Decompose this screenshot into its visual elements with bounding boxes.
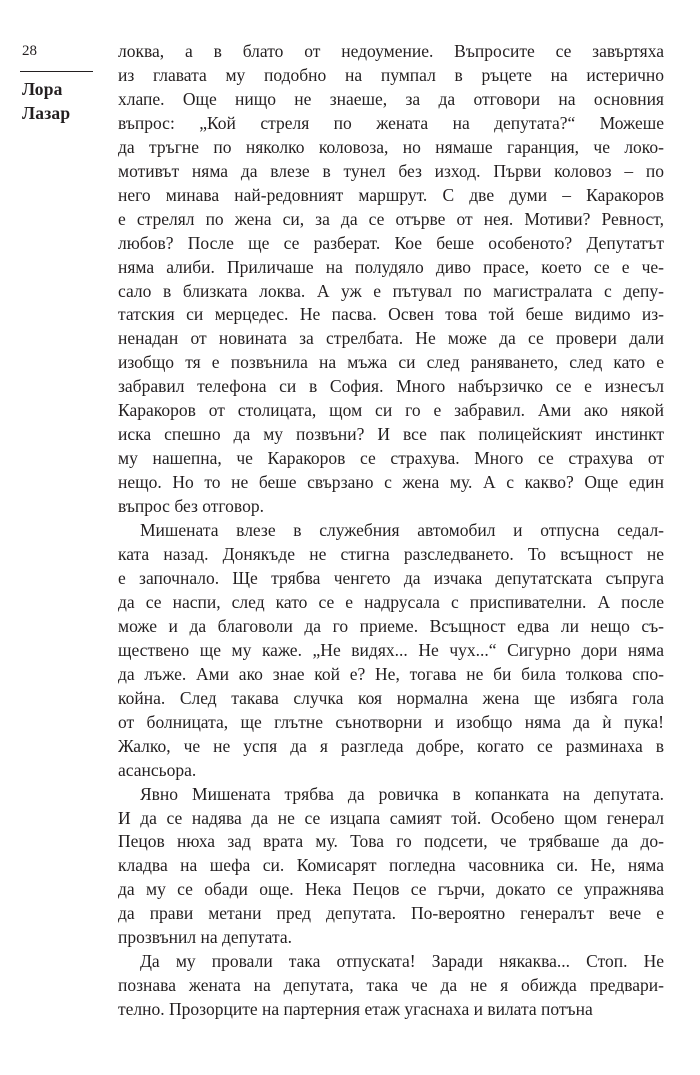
paragraph [118, 40, 664, 519]
text-line: да тръгне по няколко коловоза, но нямаше гаранция, че локо- [118, 136, 664, 157]
text-line: любов? После ще се разберат. Кое беше особеното? Депутатът [118, 232, 664, 253]
text-line: да лъже. Ами ако знае кой е? Не, тогава не би била толкова спо- [118, 663, 664, 684]
paragraph [118, 950, 664, 1022]
paragraph [118, 519, 664, 782]
text-line: няма алиби. Приличаше на полудяло диво прасе, което се е че- [118, 256, 664, 277]
text-line: му нашепна, че Каракоров се страхува. Много се страхува от [118, 448, 664, 469]
author-name [22, 77, 112, 125]
text-line: Пецов нюха зад врата му. Това го подсети, че трябваше да до- [118, 831, 664, 852]
text-line: Явно Мишената трябва да ровичка в копанката на депутата. [140, 783, 664, 804]
text-line: ненадан от новината за стрелбата. Не може да се провери дали [118, 328, 664, 349]
text-line: него минава най-редовният маршрут. С две думи – Каракоров [118, 184, 664, 205]
author-last-name: Лазар [22, 103, 71, 123]
text-line: локва, а в блато от недоумение. Въпросите се завъртяха [118, 41, 664, 61]
paragraph [118, 783, 664, 951]
text-line: въпрос без отговор. [118, 496, 264, 517]
header-rule [20, 71, 93, 72]
text-line: изобщо тя е позвънила на мъжа си след раняването, след като е [118, 352, 664, 373]
text-line: да прави метани пред депутата. По-вероятно генералът вече е [118, 903, 664, 924]
text-line: е започнало. Ще трябва ченгето да изчака депутатската съпруга [118, 567, 664, 588]
text-line: е стрелял по жена си, за да се отърве от нея. Мотиви? Ревност, [118, 208, 664, 229]
text-line: ката назад. Донякъде не стигна разследването. То всъщност не [118, 544, 664, 565]
text-line: из главата му подобно на пумпал в ръцете на истерично [118, 64, 664, 85]
text-line: прозвънил на депутата. [118, 927, 292, 948]
text-line: може и да благоволи да го приеме. Всъщност едва ли нещо съ- [118, 615, 664, 636]
text-line: хлапе. Още нищо не знаеше, за да отговори на основния [118, 88, 664, 109]
text-line: сало в близката локва. А уж е пътувал по магистралата с депу- [118, 280, 664, 301]
text-line: мотивът няма да влезе в тунел без изход. Първи коловоз – по [118, 160, 664, 181]
author-first-name: Лора [22, 79, 63, 99]
body-text [118, 40, 664, 1022]
text-line: ществено ще му каже. „Не видях... Не чух...“ Сигурно дори няма [118, 639, 664, 660]
text-line: телно. Прозорците на партерния етаж угаснаха и вилата потъна [118, 999, 593, 1020]
text-line: Каракоров от столицата, щом си го е забравил. Ами ако някой [118, 400, 664, 421]
text-line: койна. След такава случка коя нормална жена ще избяга гола [118, 687, 664, 708]
text-line: да се наспи, след като се е надрусала с приспивателни. А после [118, 591, 664, 612]
text-line: нещо. Но то не беше свързано с жена му. А с какво? Още един [118, 472, 664, 493]
text-line: да му се обади още. Нека Пецов се гърчи, докато се упражнява [118, 879, 664, 900]
text-line: въпрос: „Кой стреля по жената на депутата?“ Можеше [118, 112, 664, 133]
text-line: иска спешно да му позвъни? И все пак полицейският инстинкт [118, 424, 664, 445]
text-line: от болницата, ще глътне сънотворни и изобщо няма да ѝ пука! [118, 711, 664, 732]
text-line: татския си мерцедес. Не пасва. Освен това той беше видимо из- [118, 304, 664, 325]
text-line: асансьора. [118, 759, 197, 780]
page-number: 28 [22, 43, 37, 59]
text-line: кладва на шефа си. Комисарят погледна часовника си. Не, няма [118, 855, 664, 876]
text-line: И да се надява да не се изцапа самият той. Особено щом генерал [118, 807, 664, 828]
text-line: Жалко, че не успя да я разгледа добре, когато се разминаха в [118, 735, 664, 756]
text-line: познава жената на депутата, така че да не я обижда предвари- [118, 975, 664, 996]
text-line: забравил телефона си в София. Много набързичко се е изнесъл [118, 376, 664, 397]
text-line: Мишената влезе в служебния автомобил и отпусна седал- [140, 520, 664, 541]
text-line: Да му провали така отпуската! Заради някаква... Стоп. Не [140, 951, 664, 972]
